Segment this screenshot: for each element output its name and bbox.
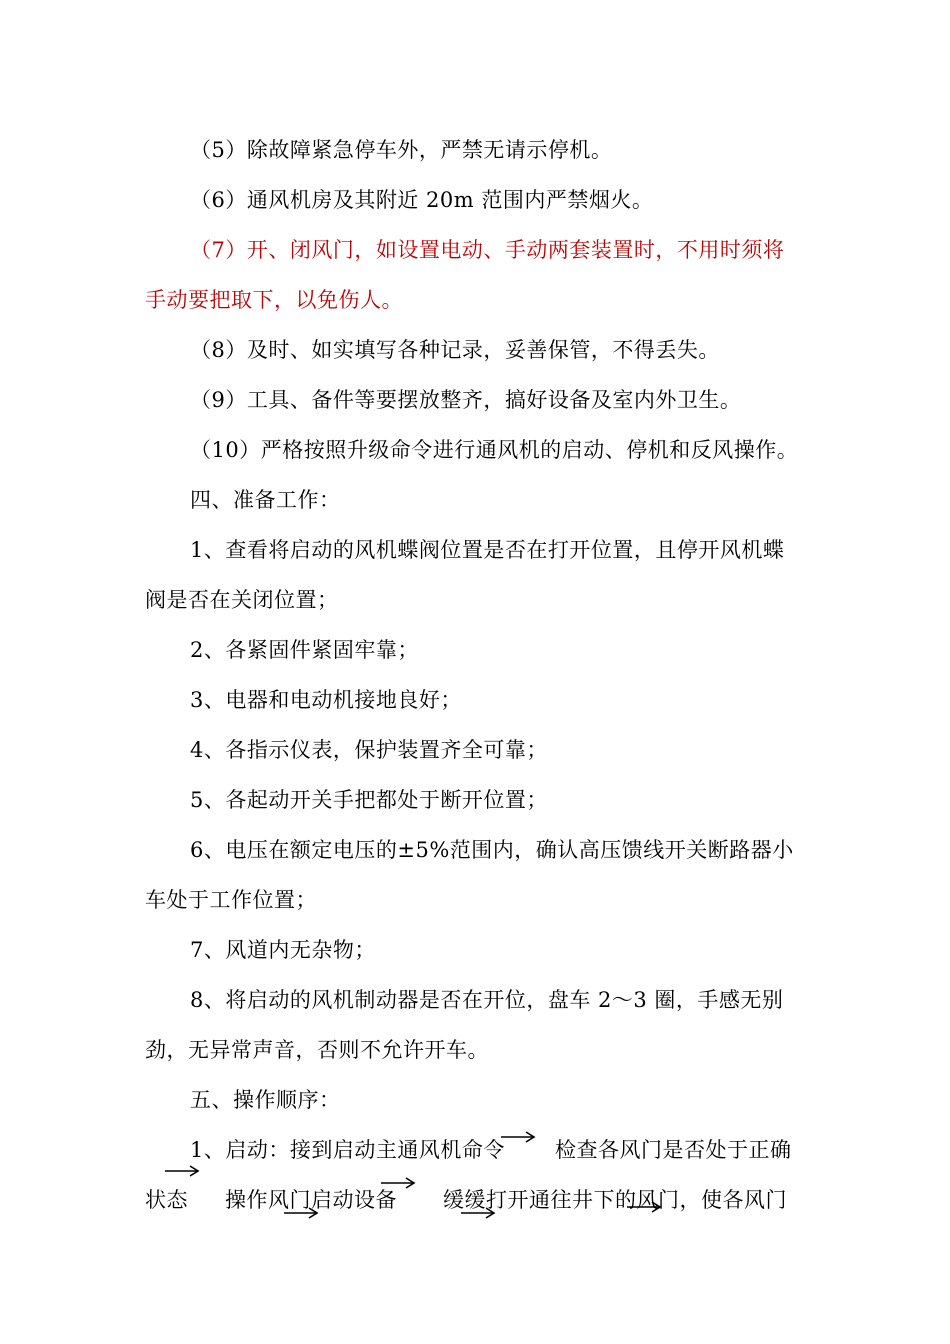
prep-item-6-line1: 6、电压在额定电压的±5%范围内，确认高压馈线开关断路器小 xyxy=(190,838,794,862)
arrow-right-icon xyxy=(500,1130,536,1144)
arrow-right-icon xyxy=(380,1176,416,1190)
prep-item-7: 7、风道内无杂物； xyxy=(190,938,376,962)
arrow-right-icon xyxy=(460,1206,496,1220)
prep-item-4: 4、各指示仪表，保护装置齐全可靠； xyxy=(190,738,548,762)
step-1-text-d: 操作风门启动设备 xyxy=(225,1188,397,1212)
step-1-text-b: 检查各风门是否处于正确 xyxy=(555,1138,792,1162)
arrow-right-icon xyxy=(626,1200,662,1214)
prep-item-2: 2、各紧固件紧固牢靠； xyxy=(190,638,419,662)
prep-item-3: 3、电器和电动机接地良好； xyxy=(190,688,462,712)
section-4-heading: 四、准备工作： xyxy=(190,488,341,512)
step-1-text-e: 缓缓打开通往井下的风门，使各风门 xyxy=(443,1188,787,1212)
step-1-text-c: 状态 xyxy=(145,1188,188,1212)
rule-6: （6）通风机房及其附近 20m 范围内严禁烟火。 xyxy=(190,188,654,212)
prep-item-6-line2: 车处于工作位置； xyxy=(145,888,317,912)
prep-item-8-line2: 劲，无异常声音，否则不允许开车。 xyxy=(145,1038,489,1062)
section-5-heading: 五、操作顺序： xyxy=(190,1088,341,1112)
step-1-text-a: 1、启动：接到启动主通风机命令 xyxy=(190,1138,505,1162)
rule-7-line1: （7）开、闭风门，如设置电动、手动两套装置时，不用时须将 xyxy=(190,238,785,262)
prep-item-8-line1: 8、将启动的风机制动器是否在开位，盘车 2～3 圈，手感无别 xyxy=(190,988,784,1012)
rule-7-line2: 手动要把取下，以免伤人。 xyxy=(145,288,403,312)
rule-10: （10）严格按照升级命令进行通风机的启动、停机和反风操作。 xyxy=(190,438,799,462)
prep-item-5: 5、各起动开关手把都处于断开位置； xyxy=(190,788,548,812)
prep-item-1-line1: 1、查看将启动的风机蝶阀位置是否在打开位置，且停开风机蝶 xyxy=(190,538,785,562)
rule-5: （5）除故障紧急停车外，严禁无请示停机。 xyxy=(190,138,613,162)
rule-8: （8）及时、如实填写各种记录，妥善保管，不得丢失。 xyxy=(190,338,720,362)
prep-item-1-line2: 阀是否在关闭位置； xyxy=(145,588,339,612)
arrow-right-icon xyxy=(164,1164,200,1178)
rule-9: （9）工具、备件等要摆放整齐，搞好设备及室内外卫生。 xyxy=(190,388,742,412)
arrow-right-icon xyxy=(283,1206,319,1220)
